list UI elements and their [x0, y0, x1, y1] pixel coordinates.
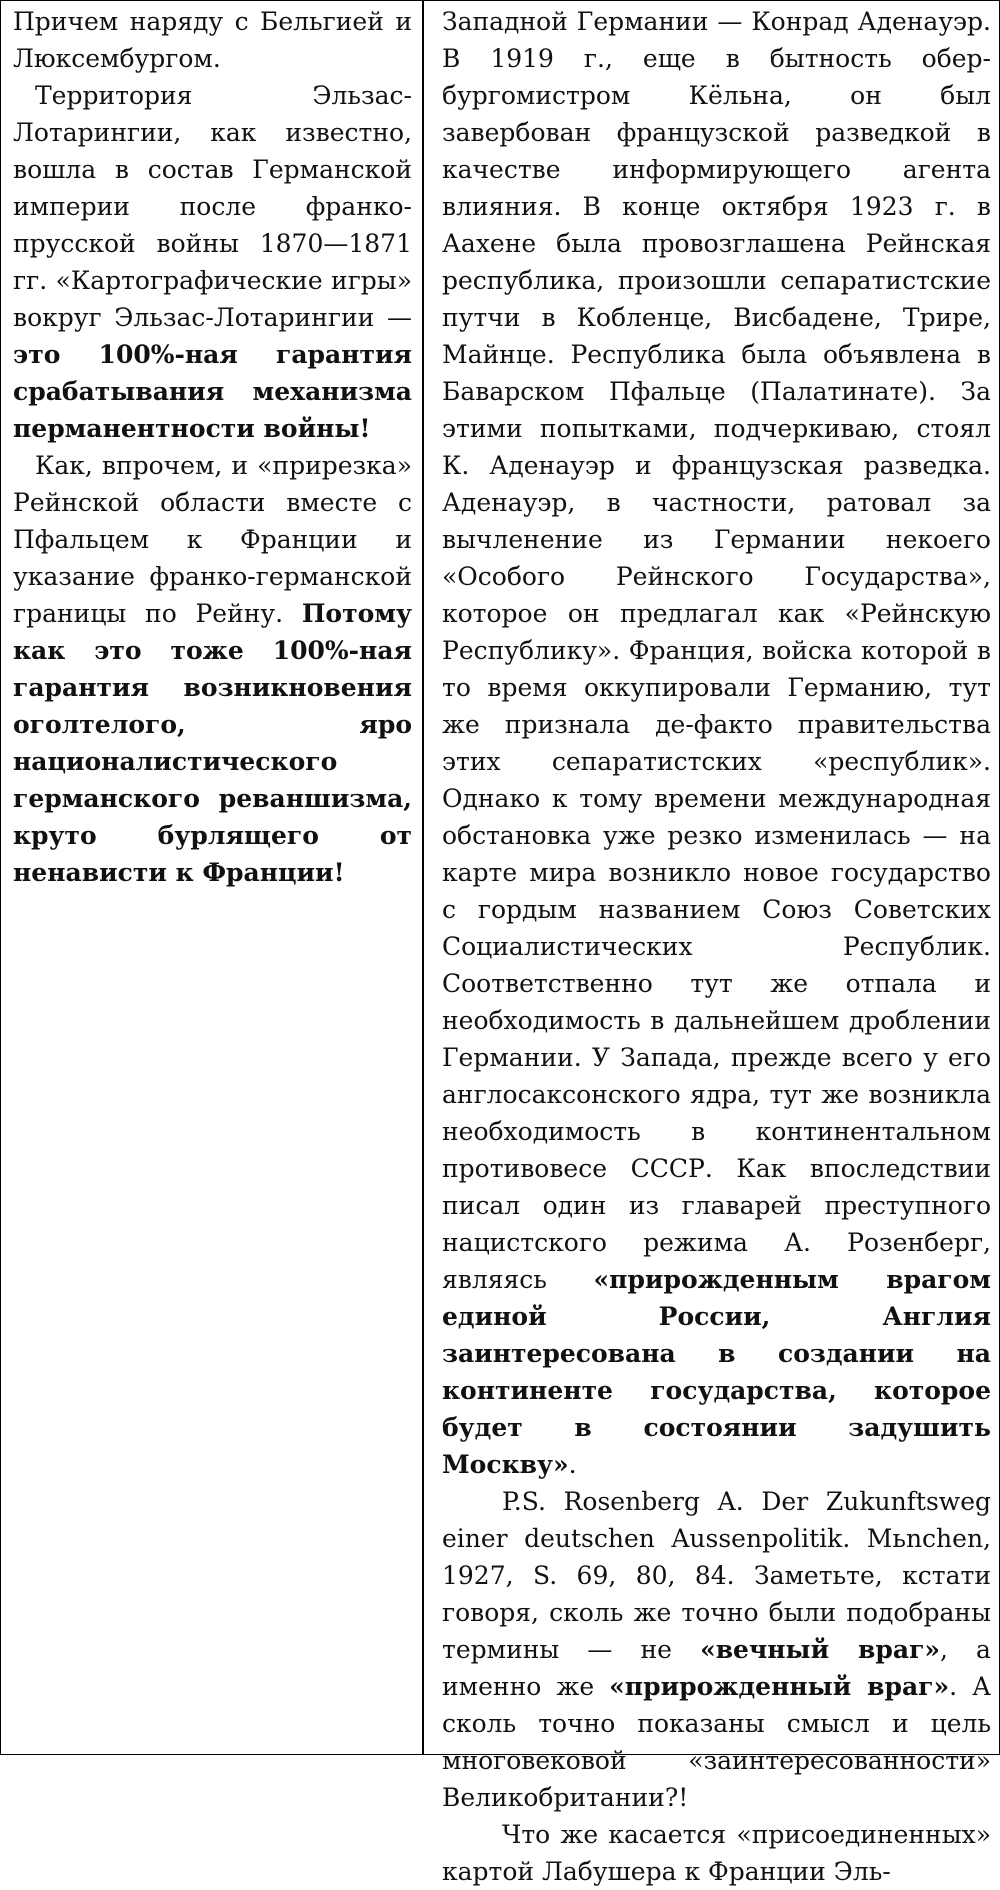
right-p2-c: , а именно же [442, 1635, 991, 1701]
right-paragraph-3 [442, 1816, 991, 1890]
left-paragraph-2 [13, 77, 412, 447]
right-p2-bold-1: «вечный враг» [700, 1635, 941, 1664]
right-p1-bold: «прирожденным врагом единой России, Англия заинтересована в создании на континенте государства, которое будет в состоянии задушить Москву» [442, 1265, 991, 1479]
right-p2-d: . А сколь точно показаны смысл и цель многовековой «заинтересованности» Великобритании?! [442, 1672, 992, 1812]
left-p1-text: Причем наряду с Бельгией и Люксембургом. [13, 7, 412, 73]
left-p3-bold: Потому как это тоже 100%-ная гарантия возникновения оголтелого, яро националистического германского реваншизма, круто бурлящего от ненависти к Франции! [13, 599, 412, 887]
right-p3-text: Что же касается «присоединенных» картой Лабушера к Франции Эль- [442, 1820, 991, 1886]
right-p1-text: Западной Германии — Конрад Аденауэр. В 1919 г., еще в бытность обер-бургомистром Кёльна, он был завербован французской разведкой в качестве информирующего агента влияния. В конце октября 1923 г. в Аахене была провозглашена Рейнская республика, произошли сепаратистские путчи в Кобленце, Висбадене, Трире, Майнце. Республика была объявлена в Баварском Пфальце (Палатинате). За этими попытками, подчеркиваю, стоял К. Аденауэр и французская разведка. Аденауэр, в частности, ратовал за вычленение из Германии некоего «Особого Рейнского Государства», которое он предлагал как «Рейнскую Республику». Франция, войска которой в то время оккупировали Германию, тут же признала де-факто правительства этих сепаратистских «республик». Однако к тому времени международная обстановка уже резко изменилась — на карте мира возникло новое государство с гордым названием Союз Советских Социалистических Республик. Соответственно тут же отпала и необходимость в дальнейшем дроблении Германии. У Запада, прежде всего у его англосаксонского ядра, тут же возникла необходимость в континентальном противовесе СССР. Как впоследствии писал один из главарей преступного нацистского режима А. Розенберг, являясь [442, 7, 991, 1294]
right-paragraph-1 [442, 3, 991, 1483]
right-column [424, 1, 999, 1886]
left-paragraph-1 [13, 3, 412, 77]
right-p2-bold-2: «прирожденный враг» [609, 1672, 950, 1701]
left-column [1, 1, 424, 1754]
left-p2-bold: это 100%-ная гарантия срабатывания механизма перманентности войны! [13, 340, 412, 443]
left-p3-text: Как, впрочем, и «прирезка» Рейнской области вместе с Пфальцем к Франции и указание франко-германской границы по Рейну. [13, 451, 412, 628]
right-p2-a: P.S. Rosenberg A. Der Zukunftsweg einer deutschen Aussenpolitik. Mьnchen, 1927, S. 69, 80, 84. Заметьте, кстати говоря, сколь же точно были подобраны термины — не [442, 1487, 991, 1664]
left-p2-text: Территория Эльзас-Лотарингии, как известно, вошла в состав Германской империи после франко-прусской войны 1870—1871 гг. «Картографические игры» вокруг Эльзас-Лотарингии — [13, 81, 412, 332]
left-paragraph-3 [13, 447, 412, 891]
right-p1-end: . [568, 1450, 577, 1479]
right-paragraph-2 [442, 1483, 991, 1816]
